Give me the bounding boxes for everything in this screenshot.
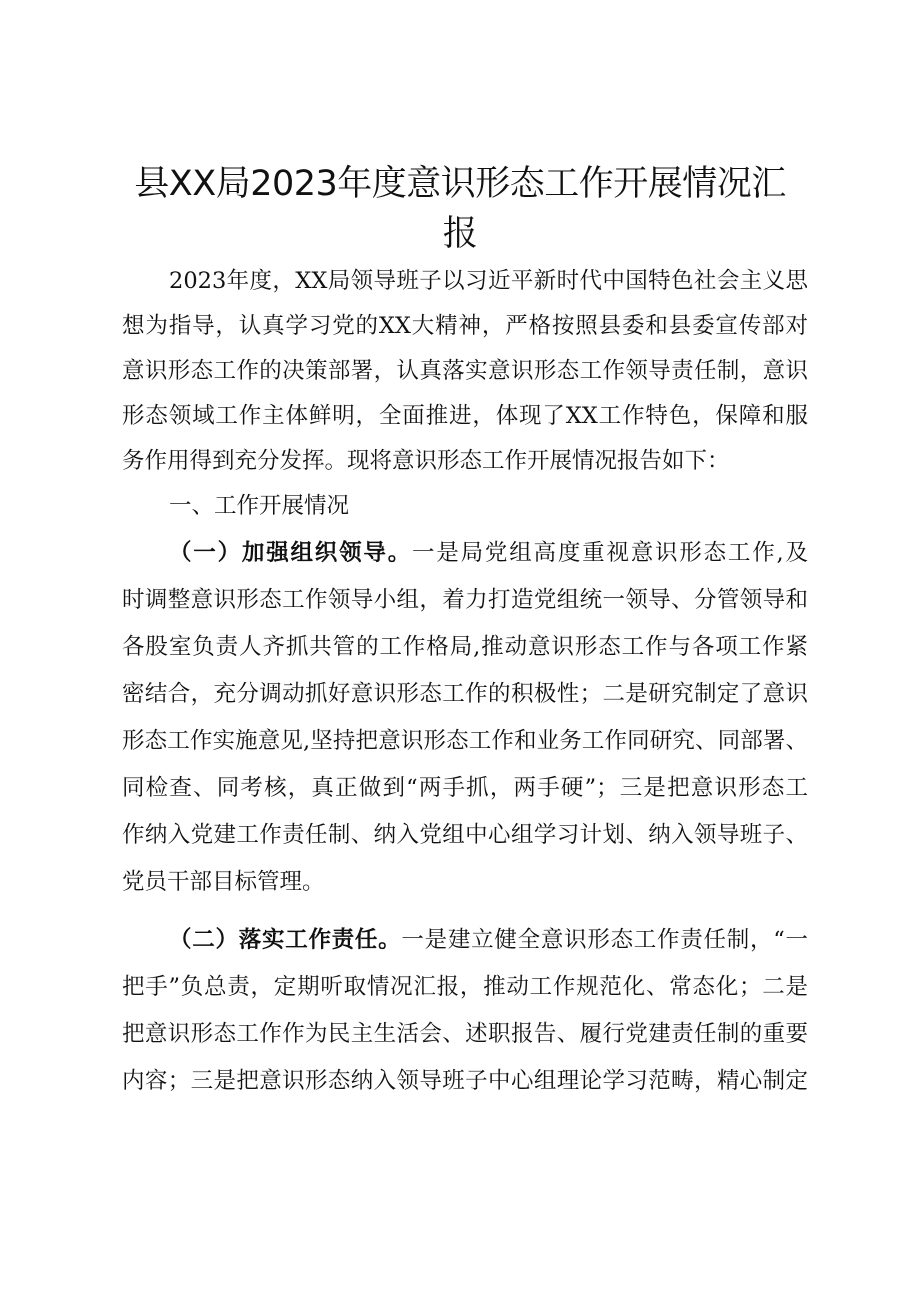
para1-lead: （一）加强组织领导。 bbox=[169, 540, 413, 566]
para2-line: 把手”负总责，定期听取情况汇报，推动工作规范化、常态化；二是 bbox=[122, 974, 808, 1000]
intro-line: 2023年度，XX局领导班子以习近平新时代中国特色社会主义思 bbox=[169, 268, 808, 294]
para2-first-line bbox=[169, 925, 808, 955]
document-title-line-1: 县XX局2023年度意识形态工作开展情况汇 bbox=[134, 164, 786, 204]
para2-lead: （二）落实工作责任。 bbox=[169, 927, 402, 953]
intro-line: 意识形态工作的决策部署，认真落实意识形态工作领导责任制，意识 bbox=[122, 358, 808, 384]
para2-first-rest: 一是建立健全意识形态工作责任制，“一 bbox=[401, 927, 808, 953]
section-heading: 一、工作开展情况 bbox=[169, 493, 350, 519]
para1-line: 时调整意识形态工作领导小组，着力打造党组统一领导、分管领导和 bbox=[122, 587, 808, 613]
document-title-line-2: 报 bbox=[442, 214, 478, 254]
para1-line: 作纳入党建工作责任制、纳入党组中心组学习计划、纳入领导班子、 bbox=[122, 822, 808, 848]
para2-line: 把意识形态工作作为民主生活会、述职报告、履行党建责任制的重要 bbox=[122, 1021, 808, 1047]
para1-line: 党员干部目标管理。 bbox=[122, 869, 325, 895]
intro-line: 务作用得到充分发挥。现将意识形态工作开展情况报告如下： bbox=[122, 448, 730, 474]
intro-line: 想为指导，认真学习党的XX大精神，严格按照县委和县委宣传部对 bbox=[122, 313, 808, 339]
para1-first-rest: 一是局党组高度重视意识形态工作,及 bbox=[412, 540, 808, 566]
intro-line: 形态领域工作主体鲜明，全面推进，体现了XX工作特色，保障和服 bbox=[122, 403, 808, 429]
para2-line: 内容；三是把意识形态纳入领导班子中心组理论学习范畴，精心制定 bbox=[122, 1068, 808, 1094]
para1-line: 各股室负责人齐抓共管的工作格局,推动意识形态工作与各项工作紧 bbox=[122, 634, 808, 660]
para1-first-line bbox=[169, 538, 808, 568]
para1-line: 密结合，充分调动抓好意识形态工作的积极性；二是研究制定了意识 bbox=[122, 681, 808, 707]
para1-line: 同检查、同考核，真正做到“两手抓，两手硬”；三是把意识形态工 bbox=[122, 775, 808, 801]
para1-line: 形态工作实施意见,坚持把意识形态工作和业务工作同研究、同部署、 bbox=[122, 728, 808, 754]
